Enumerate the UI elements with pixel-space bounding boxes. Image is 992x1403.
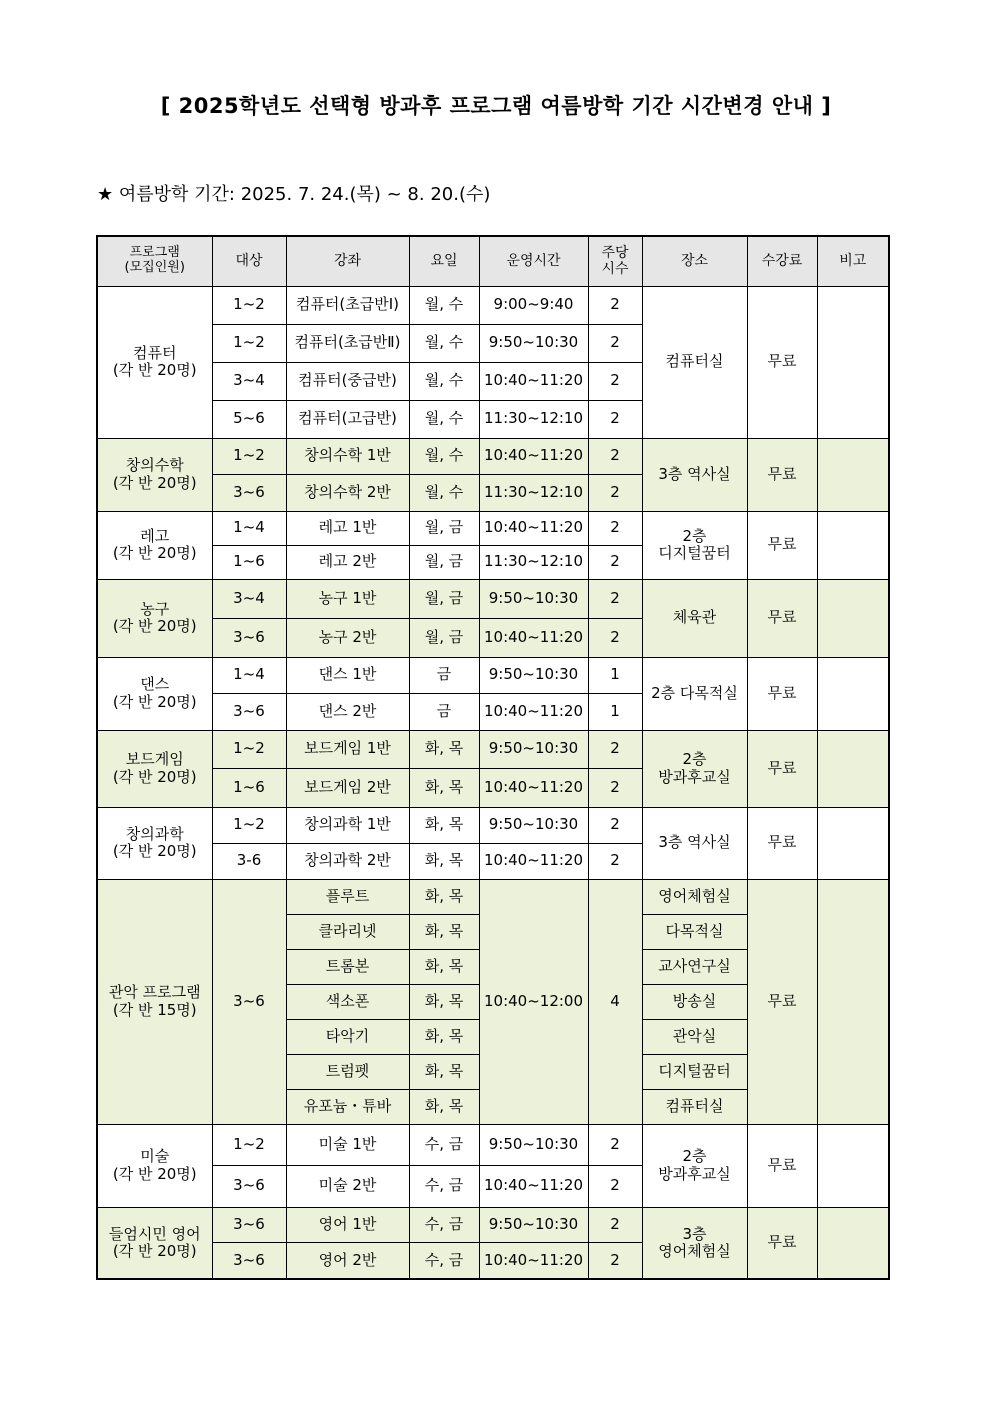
place-cell: 2층 방과후교실 bbox=[642, 1124, 747, 1207]
time-cell: 10:40~11:20 bbox=[479, 843, 588, 879]
time-cell: 10:40~11:20 bbox=[479, 1165, 588, 1207]
course-cell: 유포늄・튜바 bbox=[286, 1089, 409, 1124]
target-cell: 1~4 bbox=[212, 657, 286, 693]
table-row bbox=[97, 438, 889, 474]
target-cell: 1~2 bbox=[212, 1124, 286, 1165]
time-cell: 9:50~10:30 bbox=[479, 1124, 588, 1165]
place-cell: 다목적실 bbox=[642, 914, 747, 949]
program-cell: 보드게임 (각 반 20명) bbox=[97, 730, 212, 807]
time-cell: 11:30~12:10 bbox=[479, 545, 588, 579]
hours-cell: 2 bbox=[588, 400, 642, 438]
hours-cell: 2 bbox=[588, 768, 642, 807]
program-cell: 레고 (각 반 20명) bbox=[97, 511, 212, 579]
course-cell: 트롬본 bbox=[286, 949, 409, 984]
place-cell: 체육관 bbox=[642, 579, 747, 657]
course-cell: 농구 1반 bbox=[286, 579, 409, 618]
hours-cell: 2 bbox=[588, 1242, 642, 1279]
table-row bbox=[97, 511, 889, 545]
day-cell: 화, 목 bbox=[409, 1054, 479, 1089]
course-cell: 색소폰 bbox=[286, 984, 409, 1019]
target-cell: 3~4 bbox=[212, 362, 286, 400]
day-cell: 월, 금 bbox=[409, 545, 479, 579]
time-cell: 10:40~12:00 bbox=[479, 879, 588, 1124]
course-cell: 레고 1반 bbox=[286, 511, 409, 545]
course-cell: 클라리넷 bbox=[286, 914, 409, 949]
target-cell: 1~4 bbox=[212, 511, 286, 545]
place-cell: 3층 역사실 bbox=[642, 438, 747, 511]
note-cell bbox=[817, 286, 889, 438]
time-cell: 11:30~12:10 bbox=[479, 400, 588, 438]
time-cell: 10:40~11:20 bbox=[479, 768, 588, 807]
hours-cell: 2 bbox=[588, 579, 642, 618]
course-cell: 컴퓨터(초급반Ⅱ) bbox=[286, 324, 409, 362]
place-cell: 3층 역사실 bbox=[642, 807, 747, 879]
place-cell: 디지털꿈터 bbox=[642, 1054, 747, 1089]
day-cell: 화, 목 bbox=[409, 807, 479, 843]
target-cell: 3~6 bbox=[212, 618, 286, 657]
hours-cell: 2 bbox=[588, 438, 642, 474]
day-cell: 화, 목 bbox=[409, 984, 479, 1019]
place-cell: 방송실 bbox=[642, 984, 747, 1019]
hours-cell: 2 bbox=[588, 286, 642, 324]
place-cell: 3층 영어체험실 bbox=[642, 1207, 747, 1279]
time-cell: 10:40~11:20 bbox=[479, 693, 588, 730]
header-note: 비고 bbox=[817, 236, 889, 286]
course-cell: 영어 2반 bbox=[286, 1242, 409, 1279]
time-cell: 9:50~10:30 bbox=[479, 807, 588, 843]
fee-cell: 무료 bbox=[747, 286, 817, 438]
hours-cell: 2 bbox=[588, 1207, 642, 1242]
time-cell: 9:50~10:30 bbox=[479, 579, 588, 618]
course-cell: 창의수학 1반 bbox=[286, 438, 409, 474]
day-cell: 화, 목 bbox=[409, 914, 479, 949]
course-cell: 미술 1반 bbox=[286, 1124, 409, 1165]
course-cell: 컴퓨터(중급반) bbox=[286, 362, 409, 400]
hours-cell: 2 bbox=[588, 843, 642, 879]
header-fee: 수강료 bbox=[747, 236, 817, 286]
header-hours: 주당 시수 bbox=[588, 236, 642, 286]
hours-cell: 2 bbox=[588, 807, 642, 843]
header-day: 요일 bbox=[409, 236, 479, 286]
time-cell: 9:50~10:30 bbox=[479, 324, 588, 362]
course-cell: 창의과학 2반 bbox=[286, 843, 409, 879]
course-cell: 컴퓨터(고급반) bbox=[286, 400, 409, 438]
place-cell: 컴퓨터실 bbox=[642, 286, 747, 438]
course-cell: 댄스 1반 bbox=[286, 657, 409, 693]
fee-cell: 무료 bbox=[747, 807, 817, 879]
program-cell: 창의수학 (각 반 20명) bbox=[97, 438, 212, 511]
place-cell: 영어체험실 bbox=[642, 879, 747, 914]
hours-cell: 2 bbox=[588, 362, 642, 400]
course-cell: 농구 2반 bbox=[286, 618, 409, 657]
time-cell: 9:50~10:30 bbox=[479, 730, 588, 768]
note-cell bbox=[817, 511, 889, 579]
day-cell: 월, 수 bbox=[409, 438, 479, 474]
place-cell: 2층 다목적실 bbox=[642, 657, 747, 730]
target-cell: 1~2 bbox=[212, 807, 286, 843]
target-cell: 3~6 bbox=[212, 1207, 286, 1242]
day-cell: 화, 목 bbox=[409, 730, 479, 768]
time-cell: 11:30~12:10 bbox=[479, 474, 588, 511]
table-row bbox=[97, 657, 889, 693]
fee-cell: 무료 bbox=[747, 657, 817, 730]
fee-cell: 무료 bbox=[747, 1124, 817, 1207]
hours-cell: 1 bbox=[588, 693, 642, 730]
target-cell: 1~6 bbox=[212, 768, 286, 807]
target-cell: 1~2 bbox=[212, 730, 286, 768]
fee-cell: 무료 bbox=[747, 879, 817, 1124]
day-cell: 금 bbox=[409, 657, 479, 693]
note-cell bbox=[817, 730, 889, 807]
day-cell: 월, 금 bbox=[409, 618, 479, 657]
fee-cell: 무료 bbox=[747, 730, 817, 807]
day-cell: 수, 금 bbox=[409, 1207, 479, 1242]
note-cell bbox=[817, 1207, 889, 1279]
target-cell: 3~6 bbox=[212, 474, 286, 511]
table-row bbox=[97, 286, 889, 324]
program-cell: 미술 (각 반 20명) bbox=[97, 1124, 212, 1207]
day-cell: 월, 금 bbox=[409, 579, 479, 618]
day-cell: 월, 수 bbox=[409, 400, 479, 438]
course-cell: 창의수학 2반 bbox=[286, 474, 409, 511]
day-cell: 월, 수 bbox=[409, 324, 479, 362]
table-row bbox=[97, 1207, 889, 1242]
header-place: 장소 bbox=[642, 236, 747, 286]
header-program: 프로그램 (모집인원) bbox=[97, 236, 212, 286]
place-cell: 컴퓨터실 bbox=[642, 1089, 747, 1124]
page-title: [ 2025학년도 선택형 방과후 프로그램 여름방학 기간 시간변경 안내 ] bbox=[160, 94, 832, 118]
place-cell: 관악실 bbox=[642, 1019, 747, 1054]
hours-cell: 2 bbox=[588, 618, 642, 657]
summer-period: ★ 여름방학 기간: 2025. 7. 24.(목) ~ 8. 20.(수) bbox=[97, 184, 491, 205]
day-cell: 화, 목 bbox=[409, 949, 479, 984]
hours-cell: 1 bbox=[588, 657, 642, 693]
time-cell: 10:40~11:20 bbox=[479, 438, 588, 474]
target-cell: 3-6 bbox=[212, 843, 286, 879]
target-cell: 5~6 bbox=[212, 400, 286, 438]
day-cell: 수, 금 bbox=[409, 1124, 479, 1165]
day-cell: 화, 목 bbox=[409, 879, 479, 914]
course-cell: 보드게임 1반 bbox=[286, 730, 409, 768]
fee-cell: 무료 bbox=[747, 438, 817, 511]
target-cell: 1~6 bbox=[212, 545, 286, 579]
hours-cell: 4 bbox=[588, 879, 642, 1124]
day-cell: 화, 목 bbox=[409, 843, 479, 879]
program-cell: 컴퓨터 (각 반 20명) bbox=[97, 286, 212, 438]
note-cell bbox=[817, 879, 889, 1124]
time-cell: 10:40~11:20 bbox=[479, 618, 588, 657]
course-cell: 타악기 bbox=[286, 1019, 409, 1054]
hours-cell: 2 bbox=[588, 324, 642, 362]
note-cell bbox=[817, 579, 889, 657]
place-cell: 2층 디지털꿈터 bbox=[642, 511, 747, 579]
target-cell: 3~6 bbox=[212, 879, 286, 1124]
time-cell: 9:50~10:30 bbox=[479, 657, 588, 693]
place-cell: 교사연구실 bbox=[642, 949, 747, 984]
program-cell: 댄스 (각 반 20명) bbox=[97, 657, 212, 730]
day-cell: 수, 금 bbox=[409, 1242, 479, 1279]
note-cell bbox=[817, 438, 889, 511]
program-cell: 농구 (각 반 20명) bbox=[97, 579, 212, 657]
target-cell: 1~2 bbox=[212, 438, 286, 474]
time-cell: 10:40~11:20 bbox=[479, 1242, 588, 1279]
fee-cell: 무료 bbox=[747, 579, 817, 657]
hours-cell: 2 bbox=[588, 1124, 642, 1165]
hours-cell: 2 bbox=[588, 545, 642, 579]
course-cell: 레고 2반 bbox=[286, 545, 409, 579]
target-cell: 3~6 bbox=[212, 1242, 286, 1279]
day-cell: 금 bbox=[409, 693, 479, 730]
target-cell: 3~6 bbox=[212, 693, 286, 730]
header-target: 대상 bbox=[212, 236, 286, 286]
fee-cell: 무료 bbox=[747, 511, 817, 579]
program-cell: 들엄시민 영어 (각 반 20명) bbox=[97, 1207, 212, 1279]
table-header-row bbox=[97, 236, 889, 286]
target-cell: 1~2 bbox=[212, 324, 286, 362]
note-cell bbox=[817, 807, 889, 879]
hours-cell: 2 bbox=[588, 1165, 642, 1207]
day-cell: 수, 금 bbox=[409, 1165, 479, 1207]
fee-cell: 무료 bbox=[747, 1207, 817, 1279]
day-cell: 월, 금 bbox=[409, 511, 479, 545]
hours-cell: 2 bbox=[588, 474, 642, 511]
header-time: 운영시간 bbox=[479, 236, 588, 286]
note-cell bbox=[817, 657, 889, 730]
table-row bbox=[97, 879, 889, 914]
hours-cell: 2 bbox=[588, 730, 642, 768]
course-cell: 트럼펫 bbox=[286, 1054, 409, 1089]
time-cell: 10:40~11:20 bbox=[479, 362, 588, 400]
schedule-table bbox=[96, 235, 890, 1280]
target-cell: 3~4 bbox=[212, 579, 286, 618]
course-cell: 영어 1반 bbox=[286, 1207, 409, 1242]
table-row bbox=[97, 807, 889, 843]
note-cell bbox=[817, 1124, 889, 1207]
program-cell: 관악 프로그램 (각 반 15명) bbox=[97, 879, 212, 1124]
hours-cell: 2 bbox=[588, 511, 642, 545]
table-row bbox=[97, 1124, 889, 1165]
course-cell: 댄스 2반 bbox=[286, 693, 409, 730]
course-cell: 플루트 bbox=[286, 879, 409, 914]
target-cell: 3~6 bbox=[212, 1165, 286, 1207]
day-cell: 월, 수 bbox=[409, 474, 479, 511]
time-cell: 9:00~9:40 bbox=[479, 286, 588, 324]
day-cell: 화, 목 bbox=[409, 768, 479, 807]
day-cell: 월, 수 bbox=[409, 362, 479, 400]
program-cell: 창의과학 (각 반 20명) bbox=[97, 807, 212, 879]
table-row bbox=[97, 730, 889, 768]
course-cell: 보드게임 2반 bbox=[286, 768, 409, 807]
header-course: 강좌 bbox=[286, 236, 409, 286]
table-row bbox=[97, 579, 889, 618]
day-cell: 월, 수 bbox=[409, 286, 479, 324]
course-cell: 컴퓨터(초급반Ⅰ) bbox=[286, 286, 409, 324]
time-cell: 10:40~11:20 bbox=[479, 511, 588, 545]
course-cell: 미술 2반 bbox=[286, 1165, 409, 1207]
target-cell: 1~2 bbox=[212, 286, 286, 324]
course-cell: 창의과학 1반 bbox=[286, 807, 409, 843]
time-cell: 9:50~10:30 bbox=[479, 1207, 588, 1242]
place-cell: 2층 방과후교실 bbox=[642, 730, 747, 807]
day-cell: 화, 목 bbox=[409, 1089, 479, 1124]
day-cell: 화, 목 bbox=[409, 1019, 479, 1054]
